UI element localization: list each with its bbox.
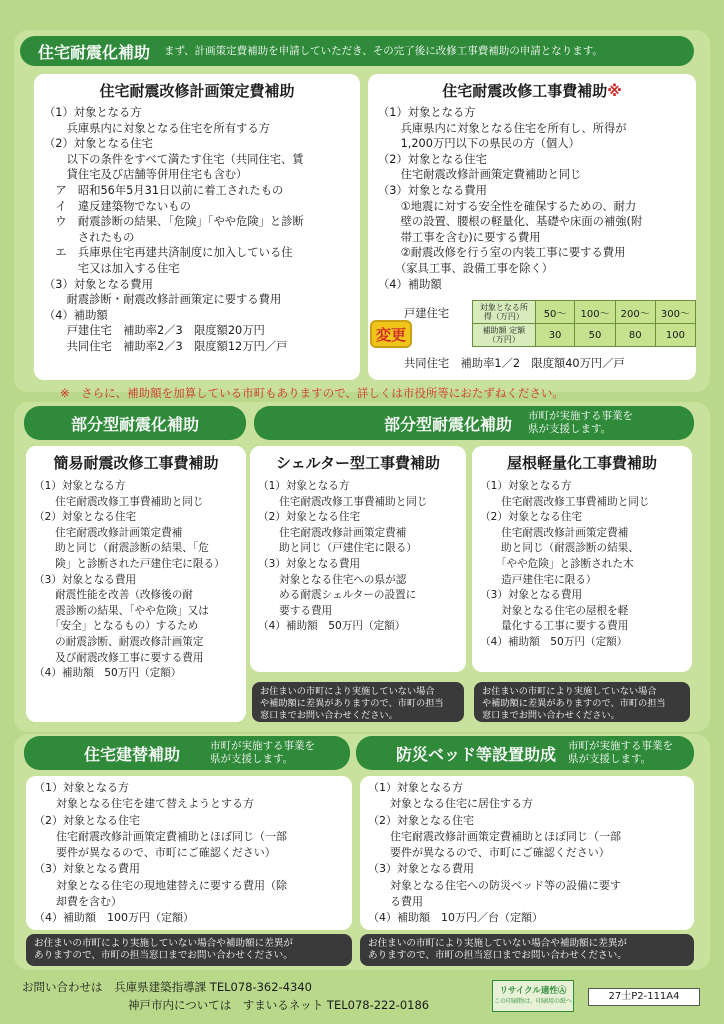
recycle-sub: この印刷物は、印刷用の紙へ <box>493 998 572 1005</box>
work-title: 住宅耐震改修工事費補助 <box>442 82 608 100</box>
work-card <box>368 74 696 380</box>
recycle-mark: リサイクル適性Ⓐ <box>499 986 567 996</box>
work-shared: 共同住宅 補助率1／2 限度額40万円／戸 <box>404 357 625 370</box>
plan-card <box>34 74 360 380</box>
partial-card <box>472 446 692 672</box>
income-cell: 100～ <box>575 301 615 324</box>
rebuild-note: お住まいの市町により実施していない場合や補助額に差異が ありますので、市町の担当窓口までお問い合わせください。 <box>26 934 352 966</box>
partial-card <box>26 446 246 722</box>
bed-band-title: 防災ベッド等設置助成 <box>396 744 557 764</box>
partial-card-text: （1）対象となる方 住宅耐震改修工事費補助と同じ （2）対象となる住宅 住宅耐震改修計画策定費補 助と同じ（耐震診断の結果、 「やや危険」と診断された木 造戸建住宅に限る） （3）対象となる費用 対象となる住宅の屋根を軽 量化する工事に要する費用 （4）補助額 50万円（定額） <box>480 480 650 648</box>
partial-card-title: 屋根軽量化工事費補助 <box>506 454 657 472</box>
partial-card <box>250 446 466 672</box>
partial-band-right-title: 部分型耐震化補助 <box>384 414 513 434</box>
income-header: 対象となる所得（万円） <box>473 301 536 324</box>
income-cell: 200～ <box>615 301 655 324</box>
work-amount-label: （4）補助額 <box>378 277 442 291</box>
amount-cell: 30 <box>535 324 575 347</box>
partial-band-left-title: 部分型耐震化補助 <box>70 414 199 434</box>
subsidy-table <box>472 300 696 347</box>
income-cell: 300～ <box>655 301 695 324</box>
top-band-title: 住宅耐震化補助 <box>38 42 151 62</box>
bed-band-subtitle: 市町が実施する事業を 県が支援します。 <box>568 740 674 765</box>
plan-text: （1）対象となる方 兵庫県内に対象となる住宅を所有する方 （2）対象となる住宅 以下の条件をすべて満たす住宅（共同住宅、賃 貸住宅及び店舗等併用住宅も含む） ア 昭和56年5月31日以前に着工されたもの イ 違反建築物でないもの ウ 耐震診断の結果、「危険」「やや危険」と診断 されたもの エ 兵庫県住宅再建共済制度に加入している住 宅又は加入する住宅 （3）対象となる費用 耐震診断・耐震改修計画策定に要する費用 （4）補助額 戸建住宅 補助率2／3 限度額20万円 共同住宅 補助率2／3 限度額12万円／戸 <box>44 106 304 353</box>
amount-header: 補助額 定額（万円） <box>473 324 536 347</box>
amount-cell: 100 <box>655 324 695 347</box>
contact-line-2: 神戸市内については すまいるネット TEL078-222-0186 <box>128 998 430 1012</box>
partial-card-title: シェルター型工事費補助 <box>275 454 441 472</box>
bed-text: （1）対象となる方 対象となる住宅に居住する方 （2）対象となる住宅 住宅耐震改修計画策定費補助とほぼ同じ（一部 要件が異なるので、市町にご確認ください） （3）対象となる費用 対象となる住宅への防災ベッド等の設備に要す る費用 （4）補助額 10万円／台（定額） <box>368 781 621 925</box>
partial-card-text: （1）対象となる方 住宅耐震改修工事費補助と同じ （2）対象となる住宅 住宅耐震改修計画策定費補 助と同じ（戸建住宅に限る） （3）対象となる費用 対象となる住宅への県が認 める耐震シェルターの設置に 要する費用 （4）補助額 50万円（定額） <box>258 480 428 633</box>
recycle-badge <box>492 980 574 1012</box>
partial-card-text: （1）対象となる方 住宅耐震改修工事費補助と同じ （2）対象となる住宅 住宅耐震改修計画策定費補 助と同じ（耐震診断の結果、「危 険」と診断された戸建住宅に限る） （3）対象となる費用 耐震性能を改善（改修後の耐 震診断の結果、「やや危険」又は 「安全」となるもの）するため の耐震診断、耐震改修計画策定 及び耐震改修工事に要する費用 （4）補助額 50万円（定額） <box>34 480 225 680</box>
contact-line-1: 兵庫県建築指導課 TEL078-362-4340 <box>114 980 312 994</box>
income-cell: 50～ <box>535 301 575 324</box>
income-row <box>473 301 696 324</box>
work-house-label: 戸建住宅 <box>404 307 450 320</box>
amount-row <box>473 324 696 347</box>
plan-title: 住宅耐震改修計画策定費補助 <box>99 82 295 100</box>
rebuild-card <box>26 776 352 930</box>
partial-note: お住まいの市町により実施していない場合 や補助額に差異がありますので、市町の担当 窓口までお問い合わせください。 <box>252 682 464 722</box>
top-notice: ※ さらに、補助額を加算している市町もありますので、詳しくは市役所等におたずねください。 <box>60 386 564 400</box>
change-badge: 変更 <box>370 320 412 348</box>
partial-note: お住まいの市町により実施していない場合 や補助額に差異がありますので、市町の担当 窓口までお問い合わせください。 <box>474 682 690 722</box>
work-title-row <box>378 80 686 101</box>
work-text: （1）対象となる方 兵庫県内に対象となる住宅を所有し、所得が 1,200万円以下の県民の方（個人） （2）対象となる住宅 住宅耐震改修計画策定費補助と同じ （3）対象となる費用 ①地震に対する安全性を確保するための、耐力 壁の設置、腰根の軽量化、基礎や床面の補強(附 帯工事を含む)に要する費用 ②耐震改修を行う室の内装工事に要する費用 （家具工事、設備工事を除く） <box>378 106 643 275</box>
rebuild-band-title: 住宅建替補助 <box>84 744 181 764</box>
work-title-mark: ※ <box>607 82 622 100</box>
partial-band-left <box>24 406 246 440</box>
rebuild-band-subtitle: 市町が実施する事業を 県が支援します。 <box>210 740 316 765</box>
partial-band-right-subtitle: 市町が実施する事業を 県が支援します。 <box>528 410 634 435</box>
partial-card-title: 簡易耐震改修工事費補助 <box>53 454 219 472</box>
bed-card <box>360 776 694 930</box>
contact-label: お問い合わせは <box>22 980 103 994</box>
doc-code: 27土P2-111A4 <box>588 988 700 1006</box>
top-band-subtitle: まず、計画策定費補助を申請していただき、その完了後に改修工事費補助の申請となります。 <box>164 44 603 57</box>
rebuild-text: （1）対象となる方 対象となる住宅を建て替えようとする方 （2）対象となる住宅 住宅耐震改修計画策定費補助とほぼ同じ（一部 要件が異なるので、市町にご確認ください） （3）対象となる費用 対象となる住宅の現地建替えに要する費用（除 却費を含む） （4）補助額 100万円（定額） <box>34 781 287 925</box>
partial-band-right <box>254 406 694 440</box>
bed-band <box>356 736 694 770</box>
bed-note: お住まいの市町により実施していない場合や補助額に差異が ありますので、市町の担当窓口までお問い合わせください。 <box>360 934 694 966</box>
amount-cell: 80 <box>615 324 655 347</box>
top-band <box>20 36 694 66</box>
rebuild-band <box>24 736 350 770</box>
amount-cell: 50 <box>575 324 615 347</box>
